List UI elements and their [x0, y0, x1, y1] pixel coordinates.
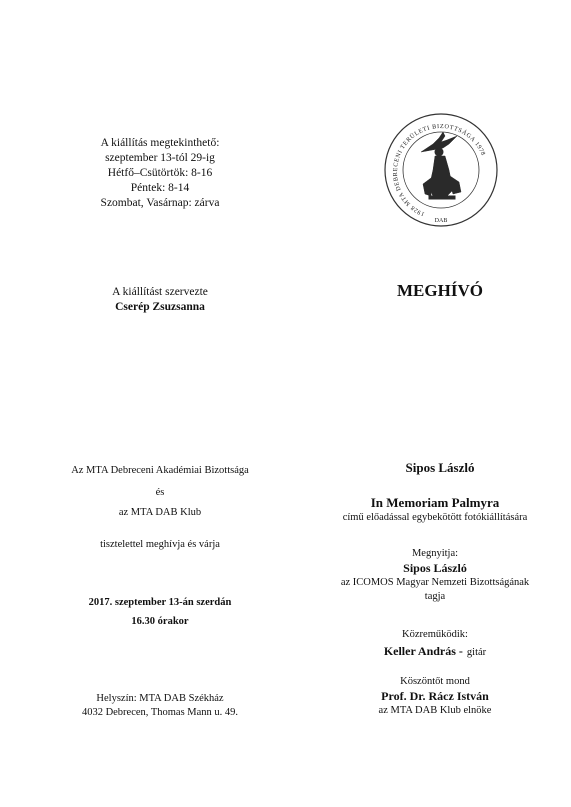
event-datetime: [40, 596, 280, 629]
venue: [40, 692, 280, 720]
opening-hours-line: Péntek: 8-14: [130, 182, 190, 194]
lecture: [300, 495, 570, 525]
seal-bottom-text: DAB: [434, 218, 448, 224]
performer-label: Közreműködik:: [402, 629, 468, 640]
organizer: [60, 285, 260, 315]
greeter-role: az MTA DAB Klub elnöke: [378, 705, 492, 716]
event-time: 16.30 órakor: [131, 616, 189, 627]
performer: [300, 628, 570, 660]
performer-name: Keller András -: [383, 644, 463, 658]
event-date: 2017. szeptember 13-án szerdán: [88, 597, 232, 608]
opening-hours: [60, 136, 260, 211]
performer-line: [300, 642, 570, 660]
opener-role2: tagja: [424, 591, 446, 602]
opener-name: Sipos László: [403, 561, 467, 575]
host-line2: az MTA DAB Klub: [118, 507, 202, 518]
performer-instrument: gitár: [466, 647, 487, 658]
venue-line1: Helyszín: MTA DAB Székház: [96, 693, 224, 704]
seal-ring-text: 1928 MTA DEBRECENI TERÜLETI BIZOTTSÁGA 1978: [391, 122, 487, 218]
organizer-label: A kiállítást szervezte: [112, 286, 208, 298]
dab-seal-logo: [381, 108, 501, 232]
greeting: [300, 675, 570, 718]
opening-hours-line: A kiállítás megtekinthető:: [100, 137, 220, 149]
page-title: MEGHÍVÓ: [397, 281, 483, 300]
opening-hours-line: szeptember 13-tól 29-ig: [105, 152, 215, 164]
invite-text: tisztelettel meghívja és várja: [100, 539, 220, 550]
host-line1: Az MTA Debreceni Akadémiai Bizottsága: [71, 465, 249, 476]
opener-role1: az ICOMOS Magyar Nemzeti Bizottságának: [340, 577, 530, 588]
greeter-name: Prof. Dr. Rácz István: [381, 689, 489, 703]
seal-figure-icon: [421, 132, 461, 199]
opening-label: Megnyitja:: [411, 548, 459, 559]
opening-hours-line: Szombat, Vasárnap: zárva: [100, 197, 220, 209]
speaker-name: Sipos László: [405, 460, 475, 475]
venue-line2: 4032 Debrecen, Thomas Mann u. 49.: [81, 707, 239, 718]
greeting-label: Köszöntőt mond: [400, 676, 470, 687]
opening-speech: [300, 547, 570, 604]
host-block: [40, 464, 280, 520]
opening-hours-line: Hétfő–Csütörtök: 8-16: [107, 167, 213, 179]
lecture-subtitle: című előadással egybekötött fotókiállítására: [342, 512, 528, 523]
lecture-title: In Memoriam Palmyra: [370, 495, 500, 510]
organizer-name: Cserép Zsuzsanna: [115, 301, 205, 313]
host-and: és: [155, 487, 165, 498]
